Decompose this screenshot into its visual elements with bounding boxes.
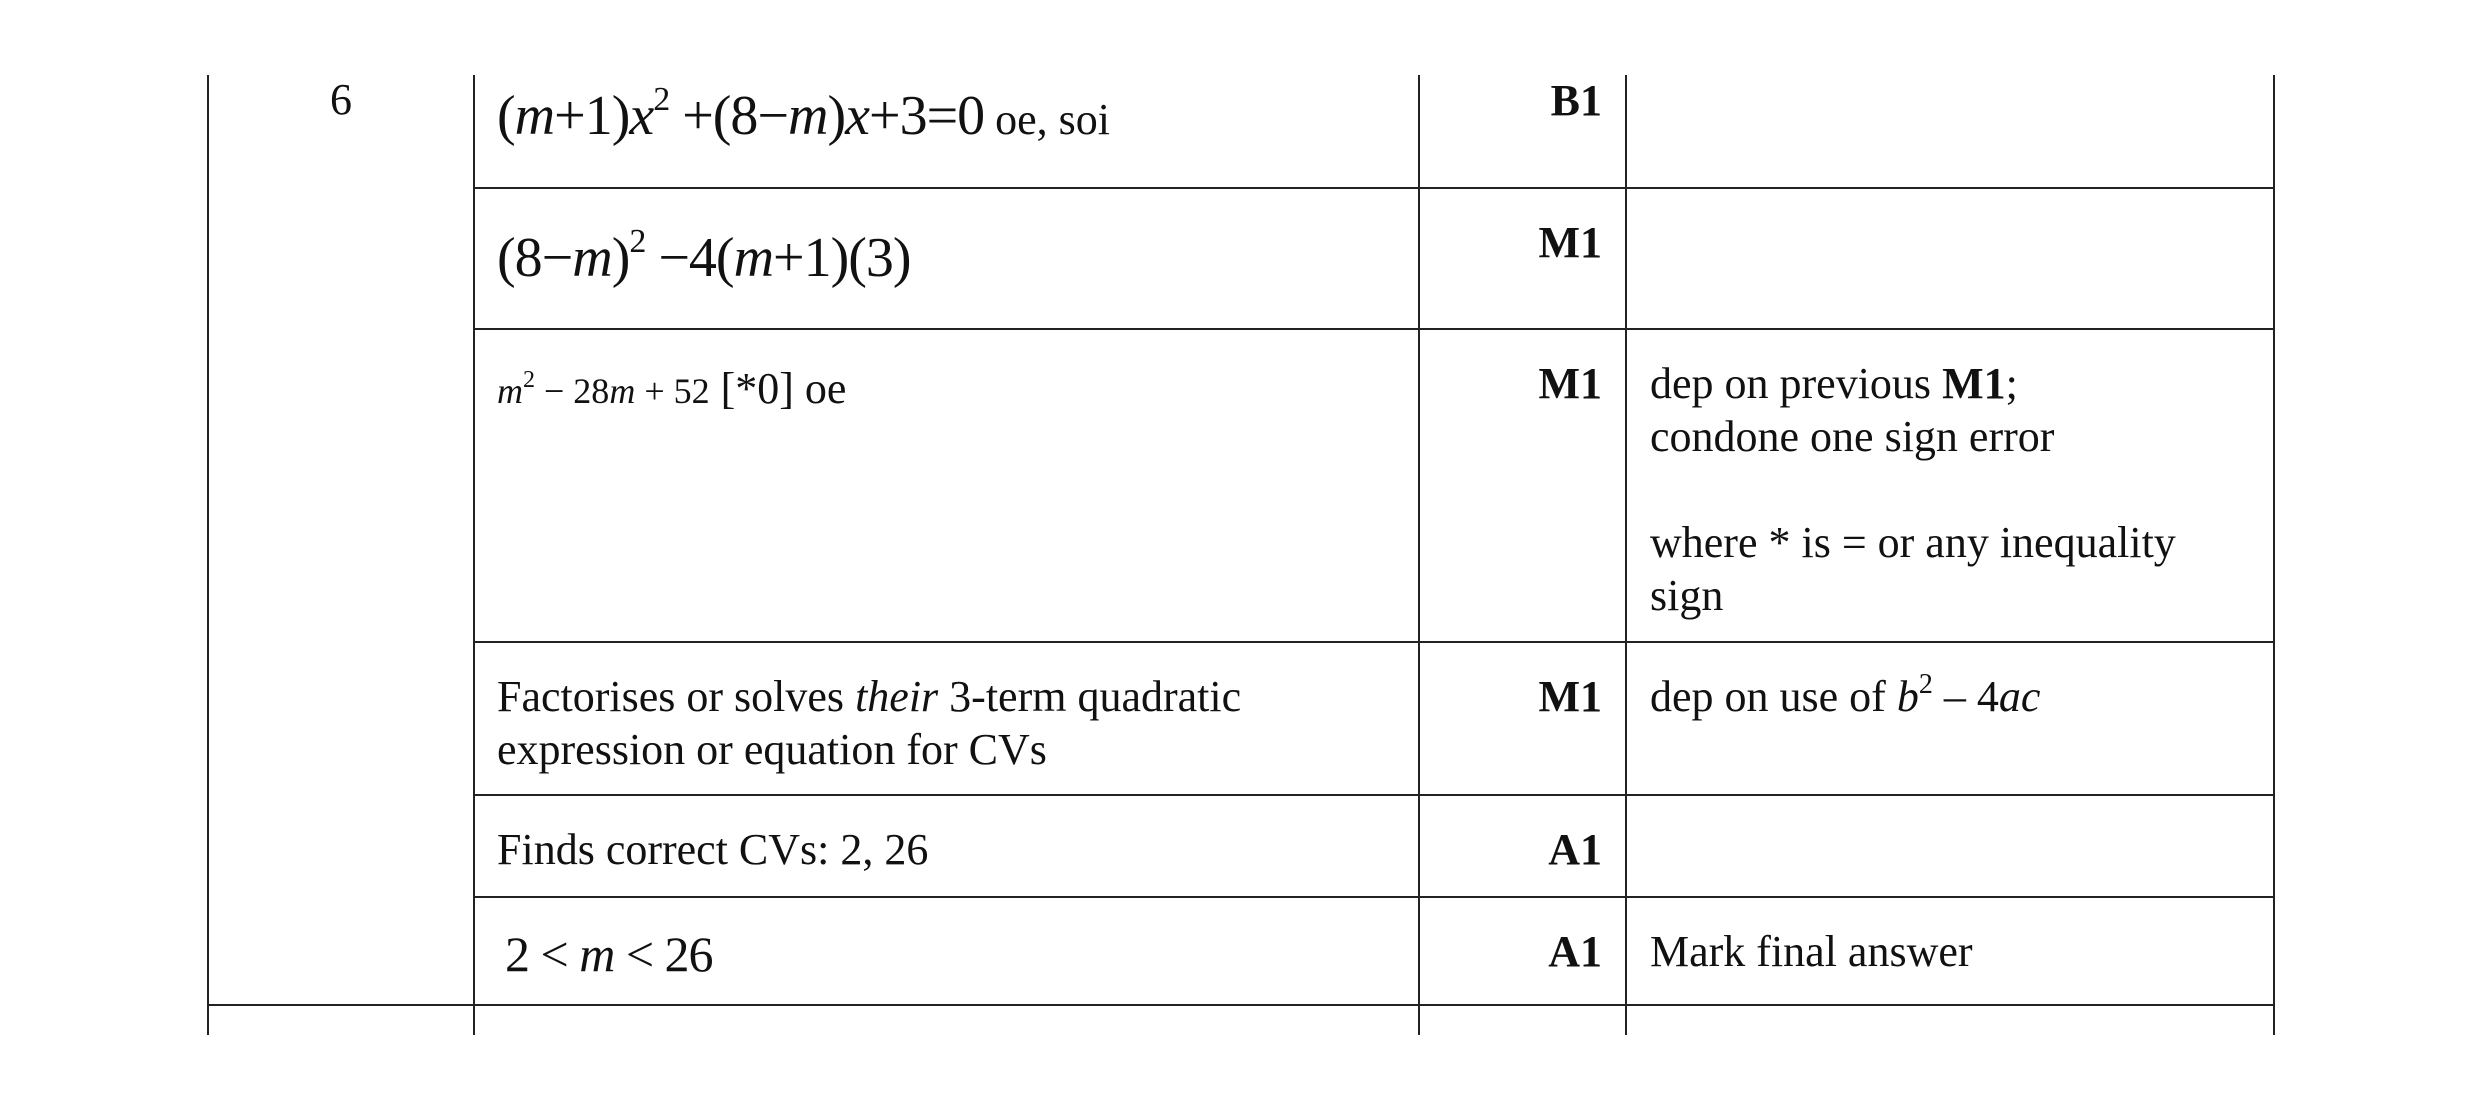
guidance-row-3: dep on previous M1; condone one sign error where * is = or any inequality sign bbox=[1650, 359, 2176, 620]
answer-row-2 bbox=[497, 223, 1417, 290]
mark-row-2: M1 bbox=[1538, 218, 1602, 267]
mark-row-1: B1 bbox=[1550, 76, 1602, 125]
row-divider bbox=[473, 794, 2275, 796]
answer-row-5: Finds correct CVs: 2, 26 bbox=[497, 825, 929, 874]
table-border-left bbox=[207, 75, 209, 1035]
answer-row-3 bbox=[497, 362, 1417, 418]
guidance-row-6: Mark final answer bbox=[1650, 927, 1973, 976]
answer-note: oe, soi bbox=[995, 95, 1111, 144]
mark-row-5: A1 bbox=[1548, 825, 1602, 874]
row-divider bbox=[473, 187, 2275, 189]
answer-row-6 bbox=[505, 922, 1425, 986]
question-number: 6 bbox=[330, 75, 352, 124]
row-divider bbox=[473, 641, 2275, 643]
table-border-right bbox=[2273, 75, 2275, 1035]
guidance-row-4: dep on use of $b^2 - 4ac$ bbox=[1650, 669, 2041, 721]
final-inequality: 2 < m < 26 bbox=[505, 926, 713, 982]
equation: $(m+1)x^2 +(8-m)x+3=0$ bbox=[497, 81, 985, 147]
row-divider bbox=[473, 896, 2275, 898]
quadratic-expression: $m^2 - 28m + 52$ bbox=[497, 367, 710, 411]
row-divider bbox=[473, 328, 2275, 330]
answer-note: [*0] oe bbox=[720, 364, 847, 413]
table-bottom-border bbox=[207, 1004, 2275, 1006]
answer-row-4: Factorises or solves their 3-term quadratic expression or equation for CVs bbox=[497, 672, 1242, 774]
discriminant-expression: $(8-m)^2 -4(m+1)(3)$ bbox=[497, 223, 911, 289]
mark-row-4: M1 bbox=[1538, 672, 1602, 721]
column-divider-answer bbox=[473, 75, 475, 1035]
column-divider-marks bbox=[1418, 75, 1420, 1035]
mark-row-3: M1 bbox=[1538, 359, 1602, 408]
answer-row-1 bbox=[497, 81, 1417, 148]
mark-row-6: A1 bbox=[1548, 927, 1602, 976]
column-divider-guidance bbox=[1625, 75, 1627, 1035]
